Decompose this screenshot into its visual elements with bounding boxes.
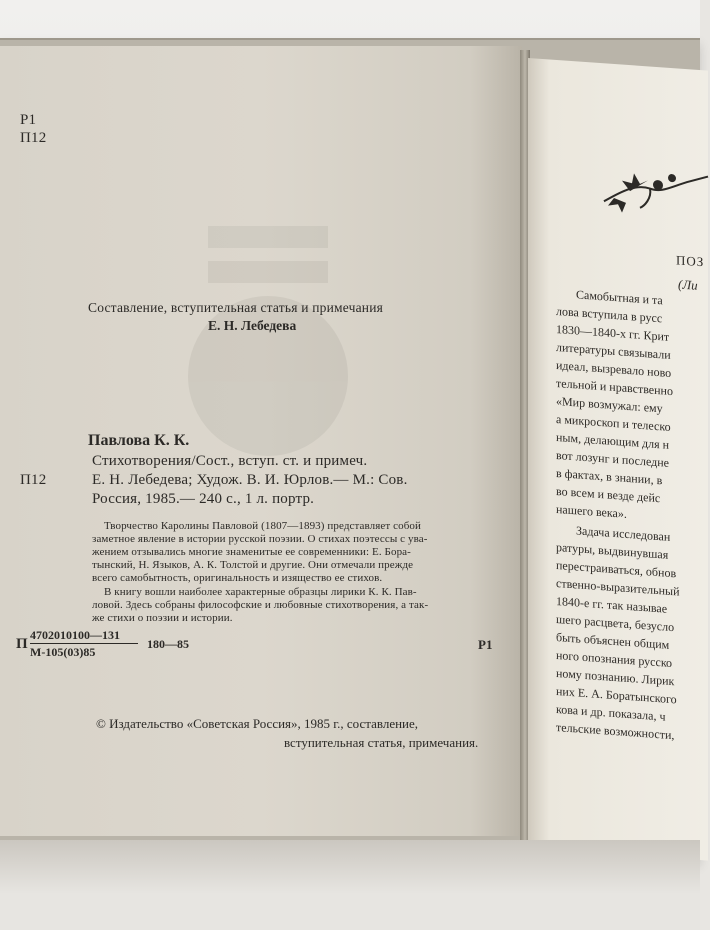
right-page <box>528 58 708 861</box>
right-subheading: (Ли <box>678 276 698 293</box>
right-text-line: кова и др. показала, ч <box>556 701 666 724</box>
right-text-line: 1830—1840-х гг. Крит <box>556 321 670 344</box>
right-text-line: Задача исследован <box>576 523 671 544</box>
compiler-line: Составление, вступительная статья и примечания <box>88 300 384 315</box>
bleed-bar <box>208 226 328 248</box>
right-text-line: нашего века». <box>556 501 627 521</box>
right-text-line: быть объяснен общим <box>556 629 670 652</box>
right-text-line: ственно-выразительный <box>556 575 680 599</box>
right-text-line: Самобытная и та <box>576 287 663 308</box>
annotation-line: Творчество Каролины Павловой (1807—1893) представляет собой <box>104 520 422 532</box>
left-page <box>0 46 522 836</box>
right-text-line: а микроскоп и телеско <box>556 411 671 434</box>
code-mid: 180—85 <box>147 637 189 651</box>
annotation-line: жением отзывались многие знаменитые ее современники: Е. Бора- <box>92 546 411 558</box>
right-text-line: 1840-е гг. так называе <box>556 593 668 616</box>
copyright-line-1: © Издательство «Советская Россия», 1985 г., составление, <box>96 716 419 731</box>
library-code-r1: Р1 <box>20 112 37 128</box>
right-text-line: идеал, вызревало ново <box>556 357 672 381</box>
floral-ornament-icon <box>600 151 710 219</box>
author-heading: Павлова К. К. <box>88 432 190 449</box>
copyright-line-2: вступительная статья, примечания. <box>284 735 479 750</box>
code-top: 4702010100—131 <box>30 628 120 642</box>
right-text-line: них Е. А. Боратынского <box>556 683 677 707</box>
code-fraction-bar <box>30 643 138 644</box>
bib-line-3: Россия, 1985.— 240 с., 1 л. портр. <box>92 491 315 507</box>
bib-line-2: Е. Н. Лебедева; Худож. В. И. Юрлов.— М.: Сов. <box>92 472 408 488</box>
right-text-line: ному познанию. Лирик <box>556 665 675 689</box>
right-text-line: в фактах, в знании, в <box>556 465 663 488</box>
annotation-line: заметное явление в истории русской поэзии. О стихах поэтессы с ува- <box>92 533 428 545</box>
annotation-line: тынский, Н. Языков, А. К. Толстой и другие. Они отмечали прежде <box>92 559 414 571</box>
annotation-line: же стихи о поэзии и истории. <box>92 612 233 624</box>
right-text-line: перестраиваться, обнов <box>556 557 677 581</box>
bib-index: П12 <box>20 472 47 488</box>
right-heading: ПОЗ <box>676 252 705 270</box>
right-text-line: вот лозунг и последне <box>556 447 669 470</box>
bib-line-1: Стихотворения/Сост., вступ. ст. и примеч. <box>92 453 368 469</box>
library-code-p12: П12 <box>20 130 47 146</box>
right-text-line: ратуры, выдвинувшая <box>556 539 669 562</box>
compiler-name: Е. Н. Лебедева <box>208 318 297 333</box>
right-text-line: во всем и везде дейс <box>556 483 661 506</box>
bleed-bar <box>208 261 328 283</box>
code-prefix: П <box>16 636 28 652</box>
right-text-line: литературы связывали <box>556 339 671 362</box>
right-text-line: шего расцвета, безусло <box>556 611 675 635</box>
right-text-line: ного опознания русско <box>556 647 673 671</box>
annotation-line: всего самобытность, оригинальность и изящество ее стихов. <box>92 572 383 584</box>
right-text-line: тельские возможности, <box>556 719 675 743</box>
annotation-line: ловой. Здесь собраны философские и любовные стихотворения, а так- <box>92 599 429 611</box>
right-text-line: лова вступила в русс <box>556 303 663 326</box>
right-text-line: ным, делающим для н <box>556 429 670 452</box>
code-right: Р1 <box>478 637 493 652</box>
right-text-line: тельной и нравственно <box>556 375 673 399</box>
annotation-line: В книгу вошли наиболее характерные образцы лирики К. К. Пав- <box>104 586 417 598</box>
table-surface <box>0 840 700 930</box>
right-text-line: «Мир возмужал: ему <box>556 393 663 416</box>
code-bottom: М-105(03)85 <box>30 645 96 659</box>
